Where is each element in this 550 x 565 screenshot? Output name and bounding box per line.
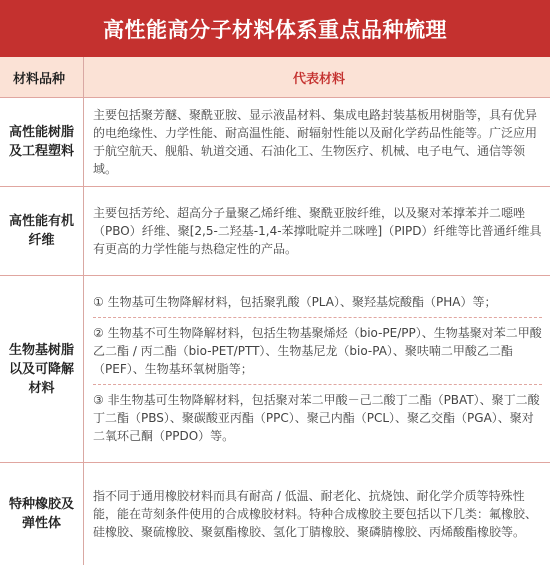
row-category: 高性能有机纤维 xyxy=(8,214,74,248)
page-title: 高性能高分子材料体系重点品种梳理 xyxy=(103,17,447,42)
row-description xyxy=(93,187,542,275)
header-representative-materials: 代表材料 xyxy=(292,71,345,87)
row-description xyxy=(93,98,542,186)
sub-item-2: ② 生物基不可生物降解材料，包括生物基聚烯烃（bio-PE/PP）、生物基聚对苯二甲酸乙二酯 / 丙二酯（bio-PET/PTT）、生物基尼龙（bio-PA）、聚呋喃二甲酸乙二酯（PEF）、生物基环氧树脂等； xyxy=(93,326,542,376)
title-bar xyxy=(0,0,550,57)
row-category: 生物基树脂以及可降解材料 xyxy=(8,342,74,396)
description-text: 指不同于通用橡胶材料而具有耐高 / 低温、耐老化、抗烧蚀、耐化学介质等特殊性能，能在苛刻条件使用的合成橡胶材料。特种合成橡胶主要包括以下几类：氟橡胶、硅橡胶、聚硫橡胶、聚氨酯橡胶、氢化丁腈橡胶、聚磷腈橡胶、丙烯酸酯橡胶等。 xyxy=(93,488,538,539)
table-row xyxy=(0,187,550,276)
row-category: 高性能树脂及工程塑料 xyxy=(8,125,74,159)
row-description xyxy=(93,276,542,462)
sub-divider xyxy=(93,317,542,318)
sub-divider xyxy=(93,384,542,385)
row-description xyxy=(93,463,542,564)
description-text: 主要包括聚芳醚、聚酰亚胺、显示液晶材料、集成电路封装基板用树脂等，具有优异的电绝缘性、力学性能、耐高温性能、耐辐射性能以及耐化学药品性能等。广泛应用于航空航天、舰船、轨道交通、石油化工、生物医疗、机械、电子电气、通信等领域。 xyxy=(93,108,538,176)
description-text: 主要包括芳纶、超高分子量聚乙烯纤维、聚酰亚胺纤维，以及聚对苯撑苯并二噁唑（PBO）纤维、聚[2,5-二羟基-1,4-苯撑吡啶并二咪唑]（PIPD）纤维等比普通纤维具有更高的力学性能与热稳定性的产品。 xyxy=(93,206,542,256)
sub-item-1: ① 生物基可生物降解材料，包括聚乳酸（PLA）、聚羟基烷酸酯（PHA）等； xyxy=(93,295,497,309)
table-row xyxy=(0,276,550,463)
table-row xyxy=(0,463,550,564)
header-material-type: 材料品种 xyxy=(12,71,65,87)
table-row xyxy=(0,98,550,187)
row-category: 特种橡胶及弹性体 xyxy=(8,496,74,531)
sub-item-3: ③ 非生物基可生物降解材料，包括聚对苯二甲酸－己二酸丁二酯（PBAT）、聚丁二酸丁二酯（PBS）、聚碳酸亚丙酯（PPC）、聚己内酯（PCL）、聚乙交酯（PGA）、聚对二氧环己酮（PPDO）等。 xyxy=(93,393,540,443)
